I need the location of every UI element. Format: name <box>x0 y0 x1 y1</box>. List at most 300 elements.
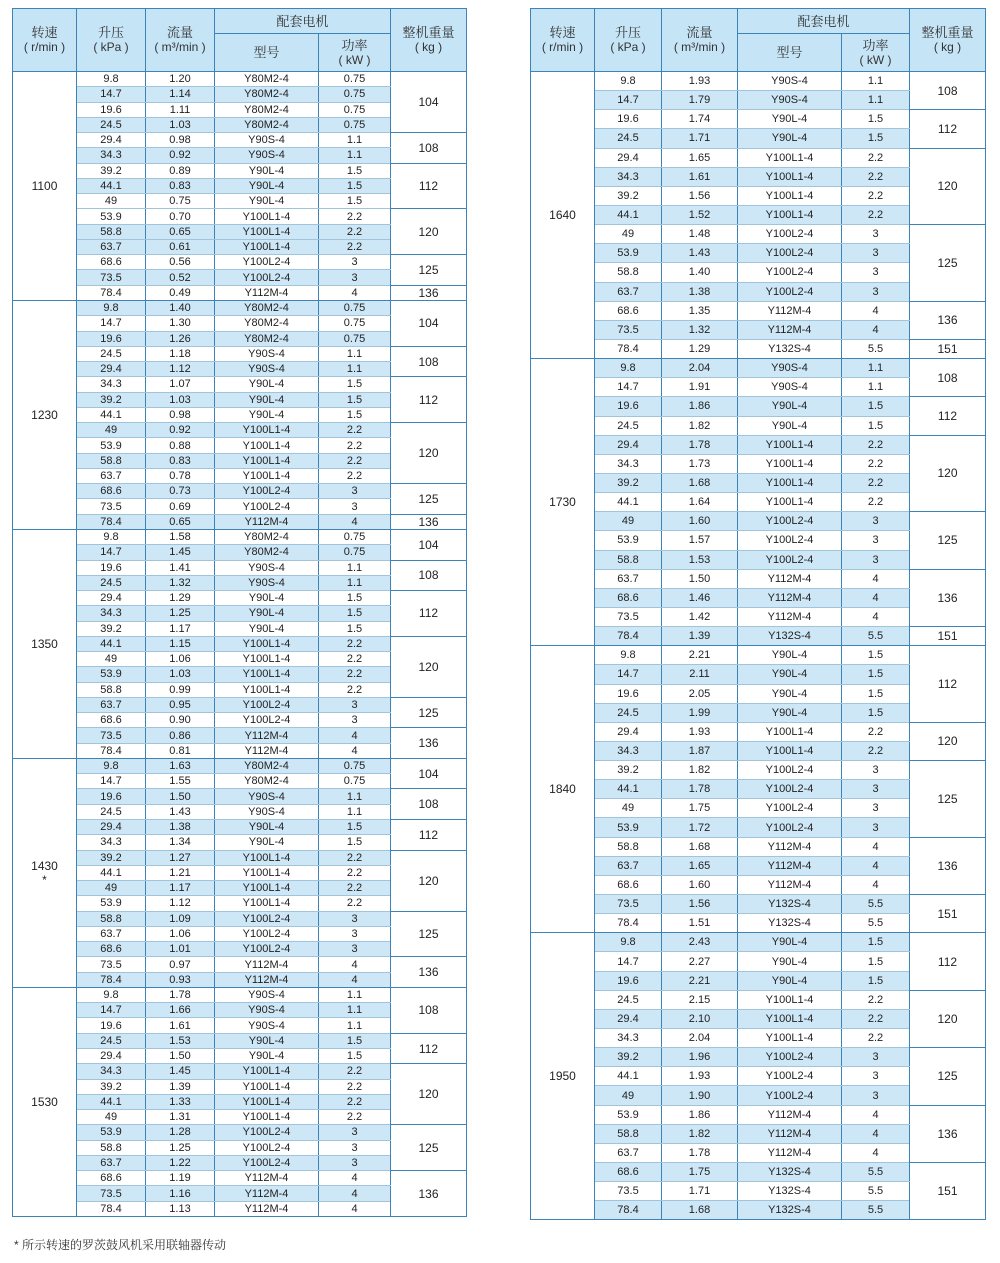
flow-cell: 1.61 <box>146 1018 215 1033</box>
power-cell: 2.2 <box>319 239 391 254</box>
pressure-cell: 53.9 <box>77 667 146 682</box>
power-cell: 3 <box>319 942 391 957</box>
pressure-cell: 44.1 <box>595 1067 662 1086</box>
pressure-cell: 68.6 <box>77 942 146 957</box>
weight-cell: 108 <box>391 789 467 820</box>
flow-cell: 1.58 <box>146 529 215 544</box>
pressure-cell: 68.6 <box>595 875 662 894</box>
model-cell: Y90L-4 <box>738 665 842 684</box>
pressure-cell: 29.4 <box>77 1049 146 1064</box>
power-cell: 3 <box>842 1067 910 1086</box>
flow-cell: 0.78 <box>146 468 215 483</box>
pressure-cell: 9.8 <box>595 933 662 952</box>
flow-cell: 0.92 <box>146 148 215 163</box>
pressure-cell: 58.8 <box>595 1124 662 1143</box>
table-row <box>13 957 467 972</box>
flow-cell: 0.73 <box>146 484 215 499</box>
table-row <box>531 646 986 665</box>
model-cell: Y90L-4 <box>738 110 842 129</box>
pressure-cell: 73.5 <box>77 499 146 514</box>
model-cell: Y100L1-4 <box>738 1029 842 1048</box>
flow-cell: 0.75 <box>146 194 215 209</box>
model-cell: Y100L2-4 <box>738 818 842 837</box>
model-cell: Y100L1-4 <box>215 881 319 896</box>
header-model: 型号 <box>738 34 842 72</box>
pressure-cell: 19.6 <box>595 684 662 703</box>
pressure-cell: 68.6 <box>77 484 146 499</box>
model-cell: Y90L-4 <box>738 952 842 971</box>
power-cell: 2.2 <box>319 453 391 468</box>
header-motor: 配套电机 <box>738 9 910 34</box>
power-cell: 2.2 <box>319 1094 391 1109</box>
power-cell: 1.5 <box>319 820 391 835</box>
model-cell: Y100L1-4 <box>738 186 842 205</box>
flow-cell: 1.78 <box>146 987 215 1002</box>
flow-cell: 1.93 <box>662 1067 738 1086</box>
flow-cell: 1.19 <box>146 1171 215 1186</box>
model-cell: Y100L2-4 <box>215 484 319 499</box>
weight-cell: 151 <box>910 339 986 358</box>
flow-cell: 2.21 <box>662 971 738 990</box>
table-row <box>13 346 467 361</box>
power-cell: 2.2 <box>319 209 391 224</box>
model-cell: Y100L1-4 <box>215 1094 319 1109</box>
table-row <box>13 850 467 865</box>
flow-cell: 1.43 <box>662 244 738 263</box>
pressure-cell: 68.6 <box>595 1163 662 1182</box>
model-cell: Y90S-4 <box>215 987 319 1002</box>
pressure-cell: 63.7 <box>595 569 662 588</box>
flow-cell: 1.87 <box>662 741 738 760</box>
pressure-cell: 24.5 <box>77 1033 146 1048</box>
pressure-cell: 44.1 <box>595 205 662 224</box>
table-row <box>13 133 467 148</box>
flow-cell: 1.25 <box>146 1140 215 1155</box>
flow-cell: 0.65 <box>146 224 215 239</box>
flow-cell: 1.52 <box>662 205 738 224</box>
model-cell: Y100L1-4 <box>738 493 842 512</box>
power-cell: 1.5 <box>319 1049 391 1064</box>
flow-cell: 1.64 <box>662 493 738 512</box>
pressure-cell: 34.3 <box>77 1064 146 1079</box>
pressure-cell: 68.6 <box>595 588 662 607</box>
power-cell: 4 <box>319 743 391 758</box>
power-cell: 3 <box>842 531 910 550</box>
model-cell: Y90L-4 <box>215 1049 319 1064</box>
flow-cell: 2.10 <box>662 1009 738 1028</box>
table-row <box>531 397 986 416</box>
power-cell: 3 <box>319 484 391 499</box>
model-cell: Y112M-4 <box>215 743 319 758</box>
flow-cell: 1.51 <box>662 914 738 933</box>
power-cell: 4 <box>842 856 910 875</box>
flow-cell: 2.04 <box>662 1029 738 1048</box>
model-cell: Y90L-4 <box>215 835 319 850</box>
header-pressure: 升压 ( kPa ) <box>595 9 662 72</box>
power-cell: 1.1 <box>842 91 910 110</box>
table-row <box>531 1163 986 1182</box>
flow-cell: 1.86 <box>662 397 738 416</box>
model-cell: Y100L1-4 <box>215 865 319 880</box>
pressure-cell: 44.1 <box>77 1094 146 1109</box>
model-cell: Y80M2-4 <box>215 774 319 789</box>
table-row <box>531 225 986 244</box>
weight-cell: 120 <box>391 636 467 697</box>
flow-cell: 2.04 <box>662 359 738 378</box>
flow-cell: 1.09 <box>146 911 215 926</box>
pressure-cell: 9.8 <box>77 987 146 1002</box>
weight-cell: 112 <box>391 377 467 423</box>
pressure-cell: 24.5 <box>77 117 146 132</box>
pressure-cell: 24.5 <box>595 990 662 1009</box>
power-cell: 3 <box>319 911 391 926</box>
flow-cell: 1.78 <box>662 780 738 799</box>
power-cell: 1.5 <box>319 194 391 209</box>
weight-cell: 125 <box>910 512 986 569</box>
flow-cell: 1.39 <box>146 1079 215 1094</box>
model-cell: Y90L-4 <box>738 971 842 990</box>
pressure-cell: 24.5 <box>77 804 146 819</box>
table-row <box>13 300 467 315</box>
model-cell: Y100L1-4 <box>215 423 319 438</box>
flow-cell: 0.70 <box>146 209 215 224</box>
model-cell: Y90L-4 <box>738 129 842 148</box>
flow-cell: 1.27 <box>146 850 215 865</box>
speed-cell: 1230 <box>13 300 77 529</box>
flow-cell: 1.96 <box>662 1048 738 1067</box>
power-cell: 1.5 <box>319 377 391 392</box>
flow-cell: 1.46 <box>662 588 738 607</box>
power-cell: 5.5 <box>842 627 910 646</box>
header-speed: 转速 ( r/min ) <box>13 9 77 72</box>
flow-cell: 0.61 <box>146 239 215 254</box>
power-cell: 4 <box>842 1105 910 1124</box>
power-cell: 2.2 <box>319 1079 391 1094</box>
flow-cell: 1.55 <box>146 774 215 789</box>
weight-cell: 125 <box>910 225 986 302</box>
power-cell: 0.75 <box>319 774 391 789</box>
pressure-cell: 19.6 <box>77 331 146 346</box>
power-cell: 4 <box>842 875 910 894</box>
model-cell: Y90S-4 <box>215 575 319 590</box>
pressure-cell: 24.5 <box>595 703 662 722</box>
pressure-cell: 44.1 <box>77 178 146 193</box>
flow-cell: 1.01 <box>146 942 215 957</box>
table-row <box>13 255 467 270</box>
pressure-cell: 58.8 <box>77 1140 146 1155</box>
power-cell: 1.1 <box>319 362 391 377</box>
pressure-cell: 14.7 <box>595 378 662 397</box>
power-cell: 4 <box>319 957 391 972</box>
power-cell: 2.2 <box>842 1009 910 1028</box>
model-cell: Y100L1-4 <box>738 435 842 454</box>
model-cell: Y80M2-4 <box>215 545 319 560</box>
model-cell: Y80M2-4 <box>215 117 319 132</box>
flow-cell: 1.53 <box>662 550 738 569</box>
flow-cell: 1.07 <box>146 377 215 392</box>
model-cell: Y100L1-4 <box>215 224 319 239</box>
table-row <box>531 435 986 454</box>
power-cell: 1.1 <box>319 346 391 361</box>
table-row <box>13 209 467 224</box>
flow-cell: 2.15 <box>662 990 738 1009</box>
flow-cell: 0.86 <box>146 728 215 743</box>
power-cell: 0.75 <box>319 117 391 132</box>
pressure-cell: 24.5 <box>77 346 146 361</box>
table-row <box>531 110 986 129</box>
power-cell: 3 <box>319 1140 391 1155</box>
flow-cell: 1.68 <box>662 1201 738 1220</box>
flow-cell: 1.73 <box>662 454 738 473</box>
model-cell: Y100L1-4 <box>215 453 319 468</box>
weight-cell: 136 <box>391 285 467 300</box>
pressure-cell: 34.3 <box>77 835 146 850</box>
weight-cell: 112 <box>391 820 467 851</box>
weight-cell: 136 <box>391 957 467 988</box>
power-cell: 3 <box>842 761 910 780</box>
model-cell: Y132S-4 <box>738 1182 842 1201</box>
flow-cell: 1.34 <box>146 835 215 850</box>
pressure-cell: 49 <box>595 512 662 531</box>
weight-cell: 120 <box>910 435 986 512</box>
model-cell: Y80M2-4 <box>215 300 319 315</box>
flow-cell: 1.68 <box>662 837 738 856</box>
table-body-right <box>531 72 986 1220</box>
power-cell: 3 <box>842 818 910 837</box>
table-row <box>531 1105 986 1124</box>
power-cell: 3 <box>319 1125 391 1140</box>
flow-cell: 1.43 <box>146 804 215 819</box>
weight-cell: 108 <box>910 72 986 110</box>
flow-cell: 1.63 <box>146 758 215 773</box>
weight-cell: 104 <box>391 529 467 560</box>
pressure-cell: 19.6 <box>595 971 662 990</box>
flow-cell: 1.78 <box>662 435 738 454</box>
table-row <box>13 789 467 804</box>
model-cell: Y100L2-4 <box>738 244 842 263</box>
weight-cell: 136 <box>910 1105 986 1162</box>
flow-cell: 1.75 <box>662 1163 738 1182</box>
flow-cell: 1.14 <box>146 87 215 102</box>
pressure-cell: 39.2 <box>595 1048 662 1067</box>
pressure-cell: 39.2 <box>77 163 146 178</box>
model-cell: Y90S-4 <box>215 804 319 819</box>
flow-cell: 1.78 <box>662 1143 738 1162</box>
flow-cell: 0.83 <box>146 453 215 468</box>
table-row <box>531 148 986 167</box>
pressure-cell: 29.4 <box>595 1009 662 1028</box>
power-cell: 0.75 <box>319 316 391 331</box>
model-cell: Y100L1-4 <box>215 209 319 224</box>
table-row <box>13 163 467 178</box>
table-row <box>531 627 986 646</box>
table-row <box>13 728 467 743</box>
model-cell: Y90L-4 <box>738 646 842 665</box>
pressure-cell: 78.4 <box>77 1201 146 1216</box>
flow-cell: 0.98 <box>146 407 215 422</box>
pressure-cell: 73.5 <box>77 957 146 972</box>
flow-cell: 1.35 <box>662 301 738 320</box>
speed-cell: 1730 <box>531 359 595 646</box>
flow-cell: 1.50 <box>146 789 215 804</box>
model-cell: Y90S-4 <box>738 378 842 397</box>
pressure-cell: 68.6 <box>77 713 146 728</box>
pressure-cell: 63.7 <box>595 1143 662 1162</box>
model-cell: Y80M2-4 <box>215 87 319 102</box>
power-cell: 5.5 <box>842 1201 910 1220</box>
model-cell: Y90S-4 <box>738 91 842 110</box>
weight-cell: 120 <box>391 209 467 255</box>
pressure-cell: 29.4 <box>77 362 146 377</box>
flow-cell: 1.41 <box>146 560 215 575</box>
weight-cell: 125 <box>391 697 467 728</box>
model-cell: Y90L-4 <box>738 703 842 722</box>
table-row <box>13 911 467 926</box>
power-cell: 2.2 <box>842 1029 910 1048</box>
flow-cell: 1.17 <box>146 621 215 636</box>
flow-cell: 1.48 <box>662 225 738 244</box>
header-weight: 整机重量 ( kg ) <box>391 9 467 72</box>
power-cell: 1.1 <box>319 148 391 163</box>
power-cell: 3 <box>842 780 910 799</box>
table-row <box>531 301 986 320</box>
power-cell: 4 <box>842 588 910 607</box>
weight-cell: 112 <box>910 646 986 723</box>
pressure-cell: 9.8 <box>77 758 146 773</box>
pressure-cell: 44.1 <box>77 636 146 651</box>
power-cell: 1.5 <box>319 178 391 193</box>
model-cell: Y100L1-4 <box>215 1110 319 1125</box>
model-cell: Y112M-4 <box>738 1143 842 1162</box>
speed-cell: 1640 <box>531 72 595 359</box>
model-cell: Y90S-4 <box>215 1018 319 1033</box>
power-cell: 4 <box>842 837 910 856</box>
power-cell: 1.1 <box>319 789 391 804</box>
flow-cell: 0.93 <box>146 972 215 987</box>
weight-cell: 151 <box>910 1163 986 1220</box>
flow-cell: 1.40 <box>662 263 738 282</box>
pressure-cell: 44.1 <box>77 865 146 880</box>
power-cell: 2.2 <box>842 722 910 741</box>
model-cell: Y80M2-4 <box>215 102 319 117</box>
model-cell: Y100L2-4 <box>215 713 319 728</box>
pressure-cell: 39.2 <box>77 850 146 865</box>
model-cell: Y100L2-4 <box>738 282 842 301</box>
pressure-cell: 29.4 <box>595 148 662 167</box>
power-cell: 1.5 <box>842 397 910 416</box>
flow-cell: 0.95 <box>146 697 215 712</box>
model-cell: Y112M-4 <box>215 957 319 972</box>
model-cell: Y90S-4 <box>215 789 319 804</box>
pressure-cell: 39.2 <box>77 1079 146 1094</box>
model-cell: Y90L-4 <box>215 178 319 193</box>
power-cell: 2.2 <box>319 468 391 483</box>
table-row <box>531 933 986 952</box>
flow-cell: 1.28 <box>146 1125 215 1140</box>
flow-cell: 1.56 <box>662 895 738 914</box>
spec-table-left <box>12 8 467 1217</box>
power-cell: 0.75 <box>319 102 391 117</box>
power-cell: 3 <box>842 282 910 301</box>
power-cell: 3 <box>319 1155 391 1170</box>
pressure-cell: 44.1 <box>77 407 146 422</box>
flow-cell: 1.15 <box>146 636 215 651</box>
model-cell: Y90L-4 <box>215 820 319 835</box>
model-cell: Y100L1-4 <box>215 896 319 911</box>
model-cell: Y100L1-4 <box>738 1009 842 1028</box>
pressure-cell: 34.3 <box>595 1029 662 1048</box>
pressure-cell: 14.7 <box>595 952 662 971</box>
model-cell: Y112M-4 <box>215 1201 319 1216</box>
pressure-cell: 78.4 <box>77 285 146 300</box>
power-cell: 1.1 <box>319 1003 391 1018</box>
flow-cell: 1.12 <box>146 362 215 377</box>
flow-cell: 0.56 <box>146 255 215 270</box>
power-cell: 5.5 <box>842 895 910 914</box>
pressure-cell: 73.5 <box>595 607 662 626</box>
weight-cell: 125 <box>910 1048 986 1105</box>
model-cell: Y80M2-4 <box>215 529 319 544</box>
flow-cell: 1.91 <box>662 378 738 397</box>
flow-cell: 1.29 <box>146 591 215 606</box>
pressure-cell: 34.3 <box>595 741 662 760</box>
flow-cell: 1.99 <box>662 703 738 722</box>
power-cell: 1.5 <box>842 646 910 665</box>
model-cell: Y90L-4 <box>215 606 319 621</box>
flow-cell: 0.97 <box>146 957 215 972</box>
model-cell: Y100L1-4 <box>215 682 319 697</box>
pressure-cell: 14.7 <box>77 316 146 331</box>
model-cell: Y90L-4 <box>215 407 319 422</box>
pressure-cell: 24.5 <box>595 416 662 435</box>
model-cell: Y112M-4 <box>738 837 842 856</box>
speed-cell: 1950 <box>531 933 595 1220</box>
pressure-cell: 68.6 <box>595 301 662 320</box>
pressure-cell: 49 <box>77 1110 146 1125</box>
pressure-cell: 53.9 <box>77 1125 146 1140</box>
table-row <box>13 758 467 773</box>
pressure-cell: 44.1 <box>595 780 662 799</box>
pressure-cell: 53.9 <box>595 531 662 550</box>
pressure-cell: 58.8 <box>595 263 662 282</box>
header-motor: 配套电机 <box>215 9 391 34</box>
pressure-cell: 53.9 <box>595 244 662 263</box>
pressure-cell: 73.5 <box>77 1186 146 1201</box>
flow-cell: 1.72 <box>662 818 738 837</box>
power-cell: 3 <box>319 255 391 270</box>
table-row <box>13 72 467 87</box>
weight-cell: 120 <box>910 722 986 760</box>
power-cell: 1.1 <box>319 987 391 1002</box>
flow-cell: 1.65 <box>662 856 738 875</box>
table-row <box>531 569 986 588</box>
model-cell: Y100L1-4 <box>215 239 319 254</box>
pressure-cell: 29.4 <box>77 591 146 606</box>
power-cell: 2.2 <box>319 652 391 667</box>
flow-cell: 1.57 <box>662 531 738 550</box>
pressure-cell: 9.8 <box>77 72 146 87</box>
flow-cell: 1.17 <box>146 881 215 896</box>
model-cell: Y100L1-4 <box>738 741 842 760</box>
pressure-cell: 14.7 <box>77 545 146 560</box>
pressure-cell: 29.4 <box>595 722 662 741</box>
weight-cell: 120 <box>391 1064 467 1125</box>
model-cell: Y112M-4 <box>738 856 842 875</box>
power-cell: 3 <box>842 512 910 531</box>
flow-cell: 1.03 <box>146 117 215 132</box>
header-weight: 整机重量 ( kg ) <box>910 9 986 72</box>
flow-cell: 1.82 <box>662 1124 738 1143</box>
